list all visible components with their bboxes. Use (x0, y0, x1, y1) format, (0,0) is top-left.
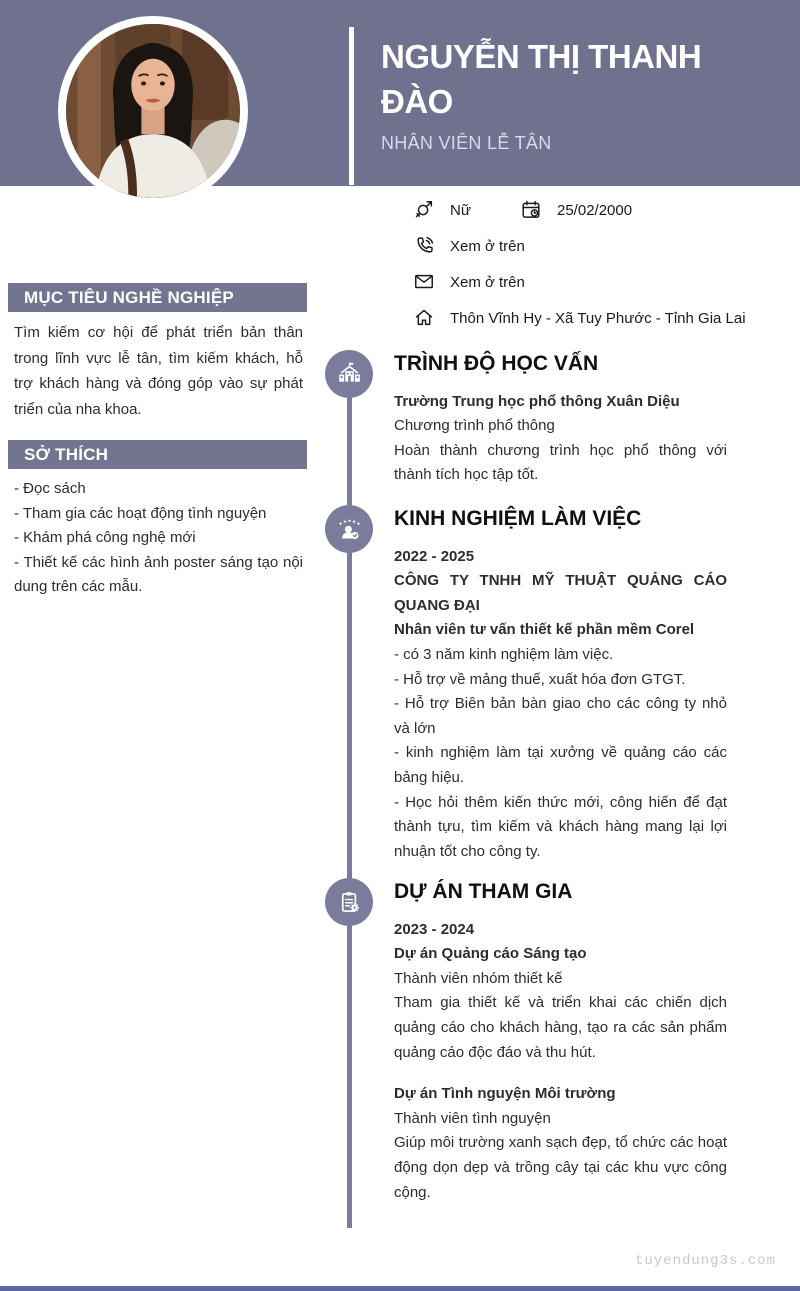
phone-icon (413, 235, 435, 257)
education-section (394, 352, 727, 488)
dob-value: 25/02/2000 (557, 201, 633, 219)
list-item: - Khám phá công nghệ mới (14, 529, 196, 547)
header-divider (349, 27, 354, 185)
projects-section (394, 880, 727, 1205)
experience-period: 2022 - 2025 (394, 547, 475, 565)
experience-bullet: - Hỗ trợ Biên bản bàn giao cho các công ty nhỏ và lớn (394, 695, 727, 737)
education-heading: TRÌNH ĐỘ HỌC VẤN (394, 352, 599, 375)
education-school: Trường Trung học phổ thông Xuân Diệu (394, 392, 680, 410)
address-row (413, 307, 746, 329)
objective-heading: MỤC TIÊU NGHỀ NGHIỆP (24, 288, 234, 307)
project-name: Dự án Tình nguyện Môi trường (394, 1085, 616, 1103)
experience-section (394, 507, 727, 864)
phone-row (413, 235, 525, 257)
hobbies-heading: SỞ THÍCH (24, 445, 109, 464)
experience-bullet: - kinh nghiệm làm tại xưởng về quảng cáo các bảng hiệu. (394, 744, 727, 786)
list-item: - Tham gia các hoạt động tình nguyện (14, 504, 267, 522)
name-line-1: NGUYỄN THỊ THANH (381, 38, 702, 75)
site-watermark: tuyendung3s.com (634, 1253, 776, 1269)
projects-heading: DỰ ÁN THAM GIA (394, 880, 573, 903)
name-line-2: ĐÀO (381, 83, 453, 120)
profile-photo (58, 16, 248, 206)
gender-icon (413, 199, 435, 221)
education-icon (325, 350, 373, 398)
project-description: Giúp môi trường xanh sạch đẹp, tổ chức các hoạt động dọn dẹp và trồng cây tại các khu vực công cộng. (394, 1134, 727, 1201)
experience-bullet: - Hỗ trợ về mảng thuế, xuất hóa đơn GTGT. (394, 670, 686, 688)
project-description: Tham gia thiết kế và triển khai các chiến dịch quảng cáo cho khách hàng, tạo ra các sản phẩm quảng cáo độc đáo và thu hút. (394, 994, 727, 1061)
bottom-accent-bar (0, 1286, 800, 1291)
page-title (381, 34, 781, 124)
project-item (394, 942, 727, 1065)
project-item (394, 1082, 727, 1205)
project-name: Dự án Quảng cáo Sáng tạo (394, 945, 587, 963)
experience-role: Nhân viên tư vấn thiết kế phần mềm Corel (394, 621, 695, 639)
phone-value: Xem ở trên (450, 237, 525, 255)
portrait-illustration (66, 24, 240, 198)
education-description: Hoàn thành chương trình học phổ thông với thành tích học tập tốt. (394, 441, 727, 484)
mail-icon (413, 271, 435, 293)
experience-company: CÔNG TY TNHH MỸ THUẬT QUẢNG CÁO QUANG ĐẠI (394, 572, 727, 614)
gender-row (413, 199, 520, 221)
objective-text: Tìm kiếm cơ hội để phát triển bản thân trong lĩnh vực lễ tân, tìm kiếm khách, hỗ trợ khách hàng và đóng góp vào sự phát triển của nha khoa. (14, 324, 303, 418)
experience-bullet: - Học hỏi thêm kiến thức mới, công hiến để đạt thành tựu, tìm kiếm và khách hàng mang lại lợi nhuận tốt cho công ty. (394, 793, 727, 860)
contact-section (413, 192, 800, 336)
job-title: NHÂN VIÊN LỄ TÂN (381, 133, 552, 153)
email-row (413, 271, 525, 293)
projects-period: 2023 - 2024 (394, 920, 475, 938)
list-item: - Thiết kế các hình ảnh poster sáng tạo nội dung trên các mẫu. (14, 553, 303, 596)
education-program: Chương trình phổ thông (394, 417, 555, 435)
email-value: Xem ở trên (450, 273, 525, 291)
hobbies-list (14, 477, 303, 600)
objective-heading-bar (8, 283, 307, 312)
hobbies-heading-bar (8, 440, 307, 469)
dob-row (520, 199, 632, 221)
experience-bullet: - có 3 năm kinh nghiệm làm việc. (394, 645, 614, 663)
calendar-icon (520, 199, 542, 221)
experience-icon (325, 505, 373, 553)
project-role: Thành viên tình nguyện (394, 1109, 551, 1127)
home-icon (413, 307, 435, 329)
projects-icon (325, 878, 373, 926)
experience-heading: KINH NGHIỆM LÀM VIỆC (394, 507, 642, 530)
address-value: Thôn Vĩnh Hy - Xã Tuy Phước - Tỉnh Gia Lai (450, 309, 746, 327)
gender-value: Nữ (450, 201, 471, 219)
project-role: Thành viên nhóm thiết kế (394, 969, 563, 987)
list-item: - Đọc sách (14, 480, 86, 497)
timeline-line (347, 374, 352, 1228)
